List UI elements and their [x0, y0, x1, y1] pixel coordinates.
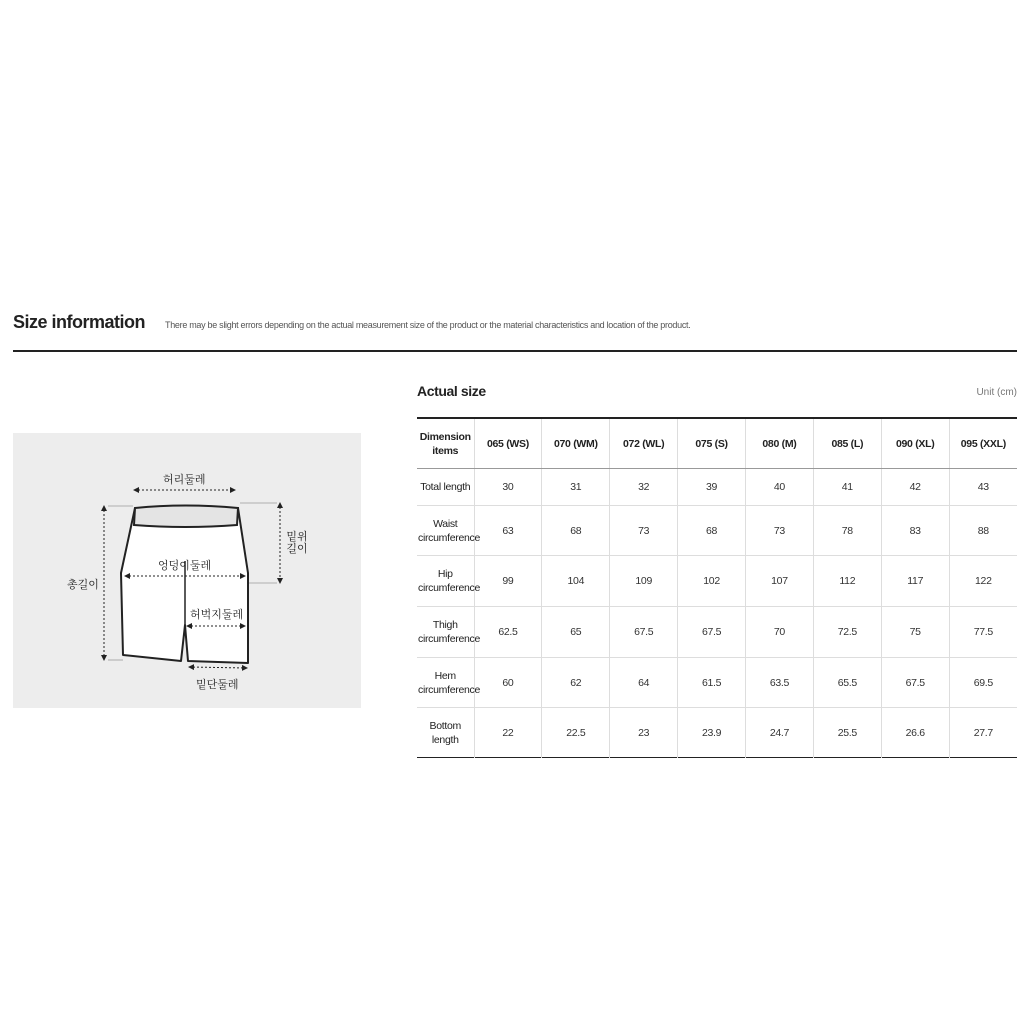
- table-cell: 75: [881, 607, 949, 658]
- table-cell: 68: [542, 506, 610, 556]
- table-cell: 24.7: [746, 708, 814, 758]
- table-row: [417, 556, 1017, 607]
- size-column-header: 065 (WS): [474, 418, 542, 469]
- page-title: Size information: [13, 312, 146, 332]
- header-divider: [13, 350, 1017, 352]
- table-cell: 107: [746, 556, 814, 607]
- actual-size-title: Actual size: [417, 383, 486, 399]
- table-cell: 26.6: [881, 708, 949, 758]
- table-cell: 30: [474, 469, 542, 506]
- diagram-label-rise: 밑위 길이: [286, 530, 308, 555]
- dimension-label: Hem circumference: [417, 658, 474, 708]
- table-cell: 78: [813, 506, 881, 556]
- table-cell: 63: [474, 506, 542, 556]
- header-row: [13, 312, 1017, 333]
- size-column-header: 085 (L): [813, 418, 881, 469]
- dimension-label: Total length: [417, 469, 474, 506]
- size-column-header: 072 (WL): [610, 418, 678, 469]
- diagram-label-thigh: 허벅지둘레: [190, 608, 244, 621]
- table-cell: 62.5: [474, 607, 542, 658]
- measurement-note: There may be slight errors depending on the actual measurement size of the product or the material characteristics and location of the product.: [165, 320, 691, 330]
- shorts-diagram: [13, 433, 361, 708]
- table-cell: 83: [881, 506, 949, 556]
- table-row: [417, 658, 1017, 708]
- size-table-body: [417, 469, 1017, 758]
- waistband: [134, 506, 238, 528]
- table-cell: 23: [610, 708, 678, 758]
- size-column-header: 075 (S): [678, 418, 746, 469]
- table-cell: 109: [610, 556, 678, 607]
- table-cell: 41: [813, 469, 881, 506]
- table-cell: 61.5: [678, 658, 746, 708]
- table-cell: 63.5: [746, 658, 814, 708]
- size-header-row: [417, 418, 1017, 469]
- size-info-header: [13, 312, 1017, 333]
- diagram-label-waist: 허리둘레: [163, 473, 206, 486]
- table-cell: 88: [949, 506, 1017, 556]
- table-cell: 25.5: [813, 708, 881, 758]
- table-cell: 22: [474, 708, 542, 758]
- table-row: [417, 607, 1017, 658]
- table-cell: 62: [542, 658, 610, 708]
- size-column-header: 080 (M): [746, 418, 814, 469]
- dimension-label: Waist circumference: [417, 506, 474, 556]
- table-cell: 39: [678, 469, 746, 506]
- table-cell: 69.5: [949, 658, 1017, 708]
- table-cell: 67.5: [610, 607, 678, 658]
- table-cell: 60: [474, 658, 542, 708]
- table-cell: 27.7: [949, 708, 1017, 758]
- table-cell: 72.5: [813, 607, 881, 658]
- table-cell: 42: [881, 469, 949, 506]
- dimension-label: Bottom length: [429, 719, 461, 746]
- table-cell: 22.5: [542, 708, 610, 758]
- diagram-label-hip: 엉덩이둘레: [158, 559, 212, 572]
- table-cell: 102: [678, 556, 746, 607]
- hem-measure-line: [189, 667, 247, 668]
- size-table: [417, 417, 1017, 758]
- dimension-label: Hip circumference: [417, 556, 474, 607]
- table-cell: 73: [610, 506, 678, 556]
- table-cell: 65: [542, 607, 610, 658]
- table-cell: 104: [542, 556, 610, 607]
- table-cell: 32: [610, 469, 678, 506]
- table-cell: 112: [813, 556, 881, 607]
- corner-header: Dimension items: [417, 418, 474, 469]
- dimension-label: Thigh circumference: [417, 607, 474, 658]
- table-cell: 65.5: [813, 658, 881, 708]
- table-row: [417, 708, 1017, 758]
- diagram-label-total-length: 총길이: [67, 578, 99, 591]
- diagram-label-hem: 밑단둘레: [196, 678, 239, 691]
- table-cell: 122: [949, 556, 1017, 607]
- table-cell: 68: [678, 506, 746, 556]
- table-cell: 31: [542, 469, 610, 506]
- table-cell: 117: [881, 556, 949, 607]
- table-cell: 40: [746, 469, 814, 506]
- table-row: [417, 469, 1017, 506]
- size-column-header: 070 (WM): [542, 418, 610, 469]
- size-column-header: 095 (XXL): [949, 418, 1017, 469]
- table-cell: 67.5: [881, 658, 949, 708]
- unit-label: Unit (cm): [976, 387, 1017, 398]
- table-cell: 99: [474, 556, 542, 607]
- table-cell: 43: [949, 469, 1017, 506]
- size-column-header: 090 (XL): [881, 418, 949, 469]
- table-cell: 73: [746, 506, 814, 556]
- table-cell: 70: [746, 607, 814, 658]
- table-cell: 77.5: [949, 607, 1017, 658]
- table-cell: 23.9: [678, 708, 746, 758]
- table-cell: 64: [610, 658, 678, 708]
- table-cell: 67.5: [678, 607, 746, 658]
- table-row: [417, 506, 1017, 556]
